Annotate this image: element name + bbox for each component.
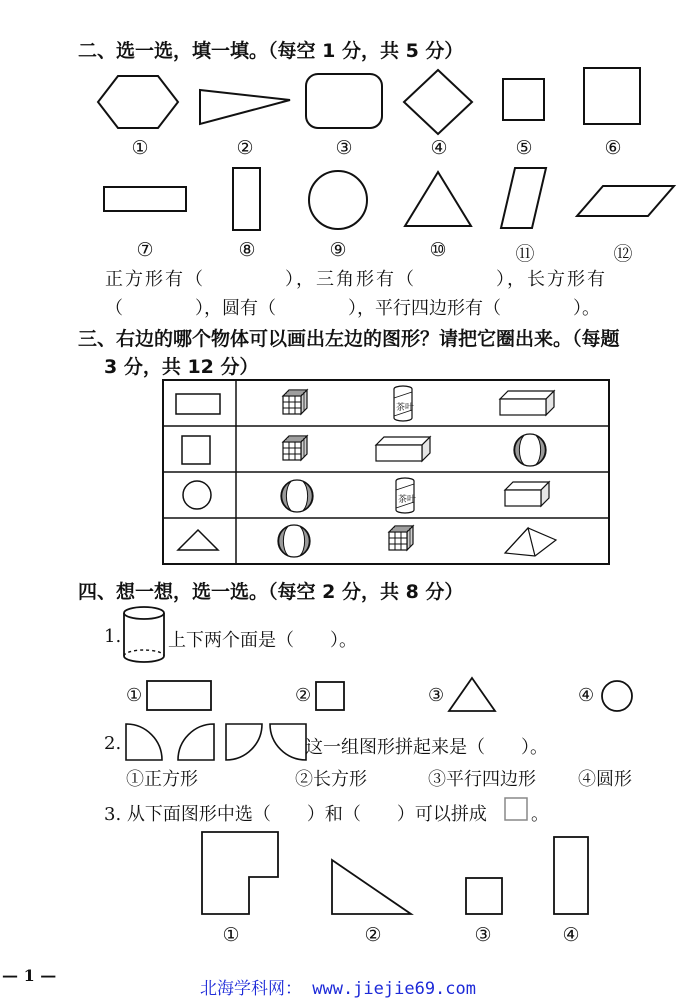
row3-circle xyxy=(183,481,211,509)
section3-title-line1: 三、右边的哪个物体可以画出左边的图形？请把它圈出来。（每题 xyxy=(78,328,620,350)
label-1: ① xyxy=(131,137,149,159)
row3-small-cuboid xyxy=(505,482,549,506)
rounded-rect-shape xyxy=(306,74,382,128)
row4-triangle xyxy=(178,530,218,550)
q3-end: 。 xyxy=(531,804,549,825)
row4-rubik-cube xyxy=(389,526,413,550)
row1-cuboid xyxy=(500,391,554,415)
section2-title: 二、选一选，填一填。（每空 1 分，共 5 分） xyxy=(78,40,464,62)
watermark-url: 北海学科网： www.jiejie69.com xyxy=(200,979,476,999)
q1-option-1: ① xyxy=(126,685,143,706)
square-shape-5 xyxy=(503,79,544,120)
label-11: ⑪ xyxy=(515,243,535,265)
q3-label-4: ④ xyxy=(562,924,580,946)
q3-shapes xyxy=(0,830,681,930)
square-3 xyxy=(466,878,502,914)
rectangle-shape-8 xyxy=(233,168,260,230)
option-rectangle xyxy=(147,681,211,710)
parallelogram-shape-12 xyxy=(577,186,674,216)
can-label-1: 茶叶 xyxy=(396,403,415,413)
label-10: ⑩ xyxy=(429,239,447,261)
rectangle-4 xyxy=(554,837,588,914)
triangle-shape-2 xyxy=(200,90,290,124)
target-square-icon xyxy=(504,797,530,823)
q3-label-3: ③ xyxy=(474,924,492,946)
row2-cuboid xyxy=(376,437,430,461)
row1-rubik-cube xyxy=(283,390,307,414)
q3-label-1: ① xyxy=(222,924,240,946)
row2-ball xyxy=(514,434,546,466)
option-triangle xyxy=(449,678,495,711)
q1-option-shapes xyxy=(0,675,681,725)
can-label-2: 茶叶 xyxy=(398,495,417,505)
q1-number: 1. xyxy=(104,626,122,647)
row2-rubik-cube xyxy=(283,436,307,460)
row3-ball xyxy=(281,480,313,512)
row4-triangular-prism xyxy=(505,528,556,556)
label-4: ④ xyxy=(430,137,448,159)
q2-option-4: ④圆形 xyxy=(578,769,632,790)
label-3: ③ xyxy=(335,137,353,159)
q2-option-1: ①正方形 xyxy=(126,769,198,790)
label-7: ⑦ xyxy=(136,239,154,261)
q2-option-2: ②长方形 xyxy=(295,769,367,790)
q1-option-4: ④ xyxy=(578,685,595,706)
q1-option-2: ② xyxy=(295,685,312,706)
option-circle xyxy=(602,681,632,711)
q2-number: 2. xyxy=(104,733,122,754)
label-5: ⑤ xyxy=(515,137,533,159)
hexagon-shape xyxy=(98,76,178,128)
label-9: ⑨ xyxy=(329,239,347,261)
shapes-row1 xyxy=(0,60,681,200)
section4-title: 四、想一想，选一选。（每空 2 分，共 8 分） xyxy=(78,581,464,603)
option-square xyxy=(316,682,344,710)
cylinder-icon xyxy=(120,604,170,664)
triangle-shape-10 xyxy=(405,172,471,226)
fill-line-2: （ ），圆有（ ），平行四边形有（ ）。 xyxy=(105,298,600,319)
label-8: ⑧ xyxy=(238,239,256,261)
parallelogram-shape-11 xyxy=(501,168,546,228)
row4-ball xyxy=(278,525,310,557)
quarter-circles xyxy=(122,720,322,765)
q2-option-3: ③平行四边形 xyxy=(428,769,536,790)
square-shape-6 xyxy=(584,68,640,124)
q1-option-3: ③ xyxy=(428,685,445,706)
q1-text: 上下两个面是（ ）。 xyxy=(168,630,357,651)
object-table xyxy=(0,378,681,578)
fill-line-1: 正方形有（ ），三角形有（ ），长方形有 xyxy=(105,269,607,290)
label-6: ⑥ xyxy=(604,137,622,159)
circle-shape-9 xyxy=(309,171,367,229)
q2-text: 这一组图形拼起来是（ ）。 xyxy=(305,737,548,758)
row1-rectangle xyxy=(176,394,220,414)
q3-text: 3. 从下面图形中选（ ）和（ ）可以拼成 xyxy=(104,804,487,825)
page-number: — 1 — xyxy=(2,966,57,985)
label-2: ② xyxy=(236,137,254,159)
q3-label-2: ② xyxy=(364,924,382,946)
section3-title-line2: 3 分，共 12 分） xyxy=(104,356,259,378)
l-shape-1 xyxy=(202,832,278,914)
label-12: ⑫ xyxy=(613,243,633,265)
right-triangle-2 xyxy=(332,860,411,914)
diamond-shape xyxy=(404,70,472,134)
row2-square xyxy=(182,436,210,464)
rectangle-shape-7 xyxy=(104,187,186,211)
